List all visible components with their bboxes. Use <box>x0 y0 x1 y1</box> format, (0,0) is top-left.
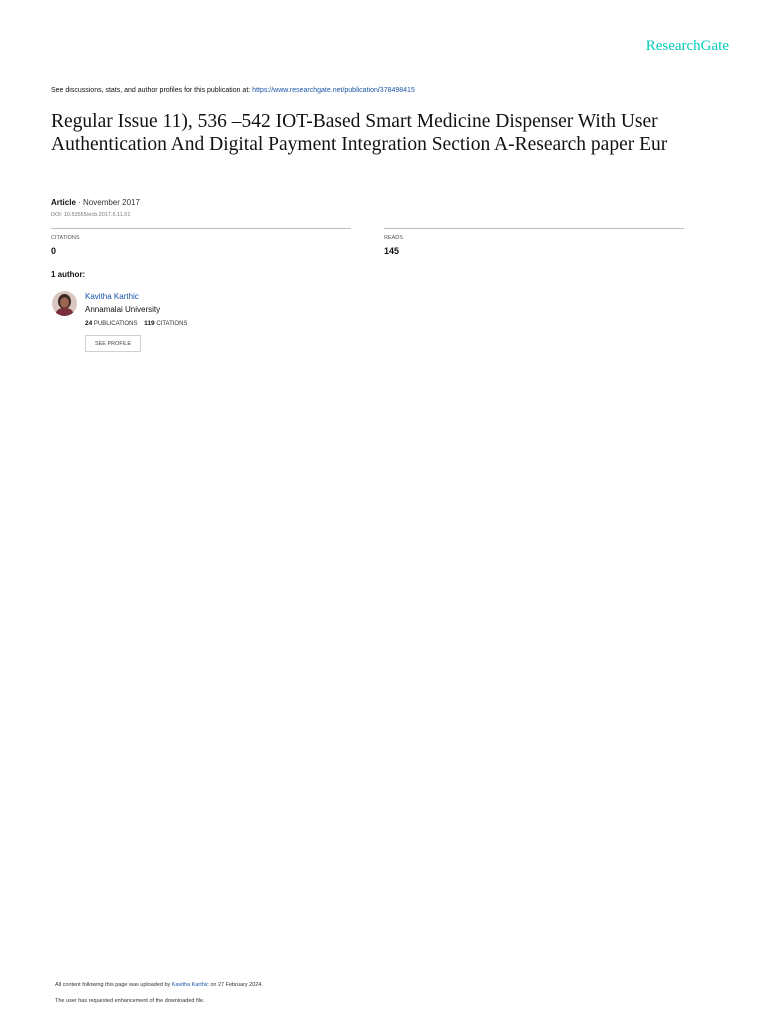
discussion-line <box>51 87 415 94</box>
reads-label: READS <box>384 235 403 241</box>
reads-value: 145 <box>384 246 400 256</box>
publication-doi: DOI: 10.53555/ecb.2017.6.11.01 <box>51 212 131 218</box>
author-stats <box>85 320 187 327</box>
upload-note-suffix: on 27 February 2024. <box>208 982 263 988</box>
citations-value: 0 <box>51 246 57 256</box>
reads-divider <box>384 228 684 229</box>
citations-label: CITATIONS <box>51 235 80 241</box>
upload-note-prefix: All content following this page was uploaded by <box>55 982 172 988</box>
see-profile-button[interactable]: SEE PROFILE <box>85 335 141 352</box>
meta-separator: · <box>75 198 84 207</box>
author-name-link[interactable]: Kavitha Karthic <box>85 292 139 301</box>
author-avatar[interactable] <box>52 291 77 316</box>
author-publications-count: 24 <box>85 320 93 327</box>
publication-title: Regular Issue 11), 536 –542 IOT-Based Smart Medicine Dispenser With User Authentication And Digital Payment Integration Section A-Research paper Eur <box>51 111 668 155</box>
author-publications-label: PUBLICATIONS <box>93 321 138 327</box>
publication-meta <box>51 198 140 207</box>
upload-note <box>55 982 263 988</box>
author-photo-icon <box>52 291 77 316</box>
discussion-prefix: See discussions, stats, and author profiles for this publication at: <box>51 87 253 94</box>
publication-date: November 2017 <box>83 198 140 207</box>
author-institution: Annamalai University <box>85 305 161 314</box>
uploader-link[interactable]: Kavitha Karthic <box>171 982 209 988</box>
author-citations-label: CITATIONS <box>156 321 188 327</box>
publication-type: Article <box>51 198 76 207</box>
publication-url-link[interactable]: https://www.researchgate.net/publication/378498415 <box>252 87 415 94</box>
researchgate-logo[interactable]: ResearchGate <box>645 38 729 54</box>
enhancement-note: The user has requested enhancement of the downloaded file. <box>55 998 205 1004</box>
author-citations-count: 119 <box>144 320 155 327</box>
citations-divider <box>51 228 351 229</box>
authors-heading: 1 author: <box>51 270 86 279</box>
